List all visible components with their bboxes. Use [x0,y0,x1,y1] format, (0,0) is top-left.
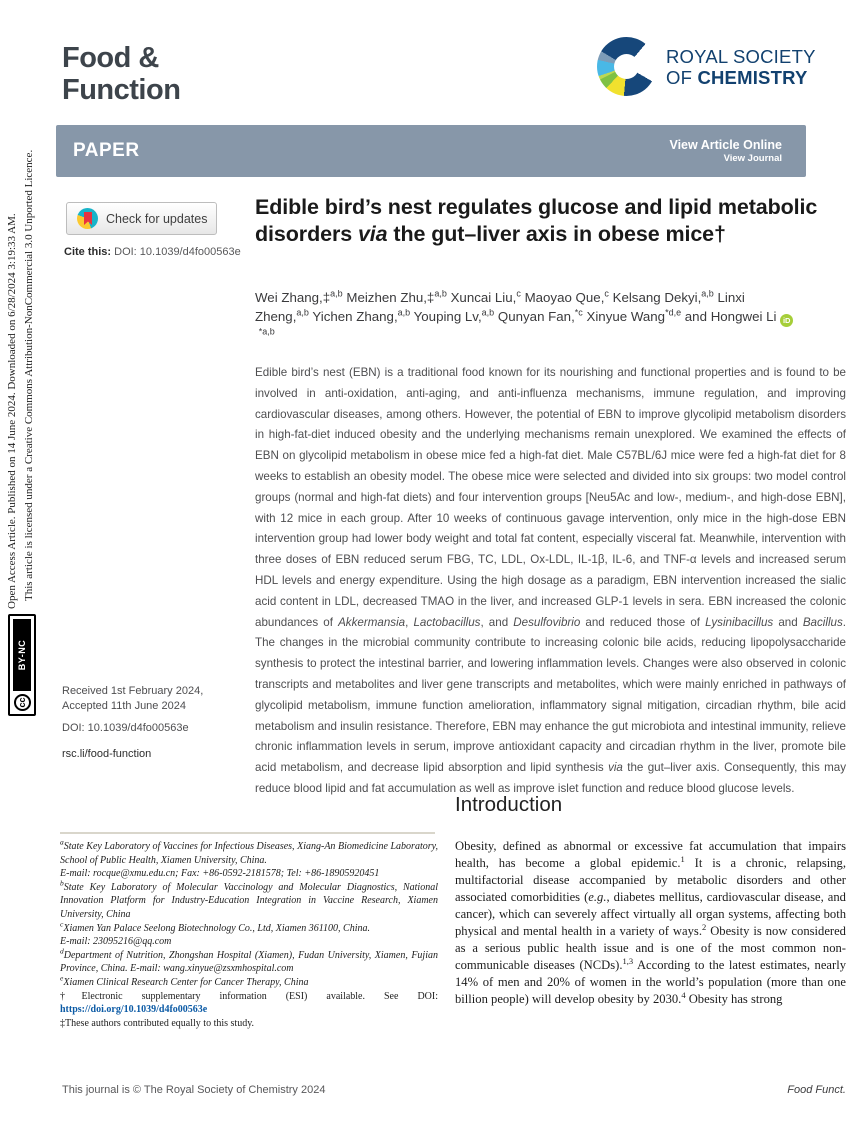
article-type-banner [56,125,806,177]
footnote-e: $^e$Xiamen Clinical Research Center for Cancer Therapy, China [60,973,309,988]
open-access-sidebar-text: Open Access Article. Published on 14 June 2024. Downloaded on 6/28/2024 3:19:33 AM. [6,213,18,609]
accepted-date: Accepted 11th June 2024 [62,700,186,712]
footnote-‡: ‡These authors contributed equally to this study. [60,1017,255,1029]
footnote-c: $^c$Xiamen Yan Palace Seelong Biotechnology Co., Ltd, Xiamen 361100, China. E-mail: 23095216@qq.com [60,919,370,948]
crossmark-bookmark-icon [84,212,92,225]
author: Qunyan Fan,$^{*c}$ [497,307,583,324]
rsc-text-line2-bold: CHEMISTRY [697,66,808,88]
check-for-updates-button[interactable] [66,202,217,235]
author: Xuncai Liu,$^c$ [450,288,521,305]
creative-commons-icon: cc [14,694,31,711]
page-footer [62,1084,846,1096]
licence-sidebar-text: This article is licensed under a Creative Commons Attribution-NonCommercial 3.0 Unported Licence. [23,149,35,601]
author: Kelsang Dekyi,$^{a,b}$ [612,288,714,305]
journal-name-line2: Function [62,74,181,106]
author: Youping Lv,$^{a,b}$ [413,307,495,324]
view-journal-link[interactable]: View Journal [723,153,782,164]
cite-this-label: Cite this: [64,246,112,258]
author: Maoyao Que,$^c$ [524,288,609,305]
rsc-logo-text [666,46,816,88]
rsc-c-icon [597,37,656,96]
article-title [255,194,830,248]
article-history-block [62,684,203,762]
title-italic-via: via [357,222,388,246]
rsc-c-hole [614,54,639,79]
abstract-text: Edible bird’s nest (EBN) is a traditional food known for its nourishing and functional properties and is found to be involved in anti-oxidation, anti-aging, and anti-influenza mechanisms, immune regulation, and improving cardiovascular diseases, among others. However, the potential of EBN to improve glycolipid metabolism disorders in high-fat-diet induced obesity and the underlying mechanisms remain unexplored. We examined the effects of EBN on glycolipid metabolism in obese mice fed a high-fat diet. Male C57BL/6J mice were fed a high-fat diet for 8 weeks to establish an obesity model. The obese mice were selected and divided into six groups: two model control groups (normal and high-fat diets) and four intervention groups [Neu5Ac and low-, medium-, and high-dose EBN], with 12 mice in each group. After 10 weeks of continuous gavage intervention, only mice in the high-dose EBN intervention group had lower body weight and total fat content, especially visceral fat. Meanwhile, intervention with three doses of EBN reduced serum FBG, TC, LDL, Ox-LDL, IL-1β, IL-6, and TNF-α levels and increased serum HDL levels and energy expenditure. Using the high dosage as a paradigm, EBN intervention increased the sialic acid content in LDL, decreased TMAO in the liver, and increased GLP-1 levels in sera. EBN increased the colonic abundances of Akkermansia, Lactobacillus, and Desulfovibrio and reduced those of Lysinibacillus and Bacillus. The changes in the microbial community contribute to increasing colonic bile acids, reducing lipopolysaccharide synthesis to protect the intestinal barrier, and lowering inflammation levels. Changes were also observed in colonic transcripts and metabolites and liver gene transcripts and metabolites, which were mainly enriched in pathways of glycolipid metabolism, immune function amelioration, inflammatory signal mitigation, circadian rhythm, bile acid metabolism and insulin resistance. Therefore, EBN may enhance the gut microbiota and intestinal immunity, relieve chronic inflammation levels in serum, improve antioxidant capacity and circadian rhythm in the liver, promote bile acid metabolism, and decrease lipid absorption and lipid synthesis via the gut–liver axis. Consequently, this may reduce blood lipid and fat accumulation as well as improve islet function and reduce blood glucose levels. [255,366,846,795]
crossmark-icon [77,208,98,229]
footnote-†: †Electronic supplementary information (ESI) available. See DOI: https://doi.org/10.1039/d4fo00563e [60,990,438,1016]
author: Meizhen Zhu,‡$^{a,b}$ [346,288,447,305]
footnote-divider [60,832,435,834]
article-doi: DOI: 10.1039/d4fo00563e [62,722,189,734]
rsc-logo [597,37,816,96]
title-part2: the gut–liver axis in obese mice† [387,222,726,246]
introduction-paragraph: Obesity, defined as abnormal or excessive fat accumulation that impairs health, has become a global epidemic.$^1$ It is a chronic, relapsing, multifactorial disease accompanied by metabolic disorders and other associated comorbidities (e.g., diabetes mellitus, cardiovascular disease, and cancer), which can severely affect virtually all organ systems, affecting both physical and mental health in a variety of ways.$^2$ Obesity is now considered as a serious public health issue and is one of the most common non-communicable diseases (NCDs).$^{1,3}$ According to the latest estimates, nearly 14% of men and 20% of women in the world’s population (more than one billion people) will develop obesity by 2030.$^4$ Obesity has strong [455,839,846,1006]
title-part1: Edible bird’s nest regulates glucose and lipid metabolic disorders [255,195,818,246]
affiliation-footnotes [60,837,438,1030]
view-article-online-link[interactable]: View Article Online [669,138,782,152]
journal-name-line1: Food & [62,42,159,74]
author-list [255,289,800,346]
author: Yichen Zhang,$^{a,b}$ [312,307,411,324]
check-for-updates-label: Check for updates [106,211,208,226]
article-type-label: PAPER [73,140,140,161]
banner-links [669,138,782,164]
author: Hongwei Li iD $^{*a,b}$ [255,309,793,344]
cite-this-line [64,246,241,258]
orcid-icon[interactable]: iD [780,314,793,327]
journal-abbreviation: Food Funct. [787,1084,846,1096]
copyright-text: This journal is © The Royal Society of Chemistry 2024 [62,1084,326,1096]
section-heading-introduction: Introduction [455,793,563,816]
footnote-b: $^b$State Key Laboratory of Molecular Vaccinology and Molecular Diagnostics, National Innovation Platform for Industry-Education Integration in Vaccine Research, Xiamen University, China [60,878,438,920]
rsc-text-line2-prefix: OF [666,66,693,88]
rsc-text-line1: ROYAL SOCIETY [666,45,816,67]
author: Linxi Zheng,$^{a,b}$ [255,290,745,324]
author: Wei Zhang,‡$^{a,b}$ [255,288,343,305]
footnote-d: $^d$Department of Nutrition, Zhongshan Hospital (Xiamen), Fudan University, Xiamen, Fujian Province, China. E-mail: wang.xinyue@zsxmhospital.com [60,946,438,975]
footnote-a: $^a$State Key Laboratory of Vaccines for Infectious Diseases, Xiang-An Biomedicine Laboratory, School of Public Health, Xiamen University, China. E-mail: rocque@xmu.edu.cn; Fax: +86-0592-2181578; Tel: +86-18905920451 [60,837,438,880]
cc-by-nc-label: BY-NC [13,619,31,691]
journal-url[interactable]: rsc.li/food-function [62,748,152,760]
received-date: Received 1st February 2024, [62,685,204,697]
cite-this-doi: DOI: 10.1039/d4fo00563e [114,246,241,258]
esi-doi-link[interactable]: https://doi.org/10.1039/d4fo00563e [60,1004,208,1016]
cc-by-nc-badge[interactable] [8,614,36,716]
journal-name [62,42,180,106]
author: Xinyue Wang$^{*d,e}$ and [586,307,707,324]
cc-badge-box [8,614,36,716]
